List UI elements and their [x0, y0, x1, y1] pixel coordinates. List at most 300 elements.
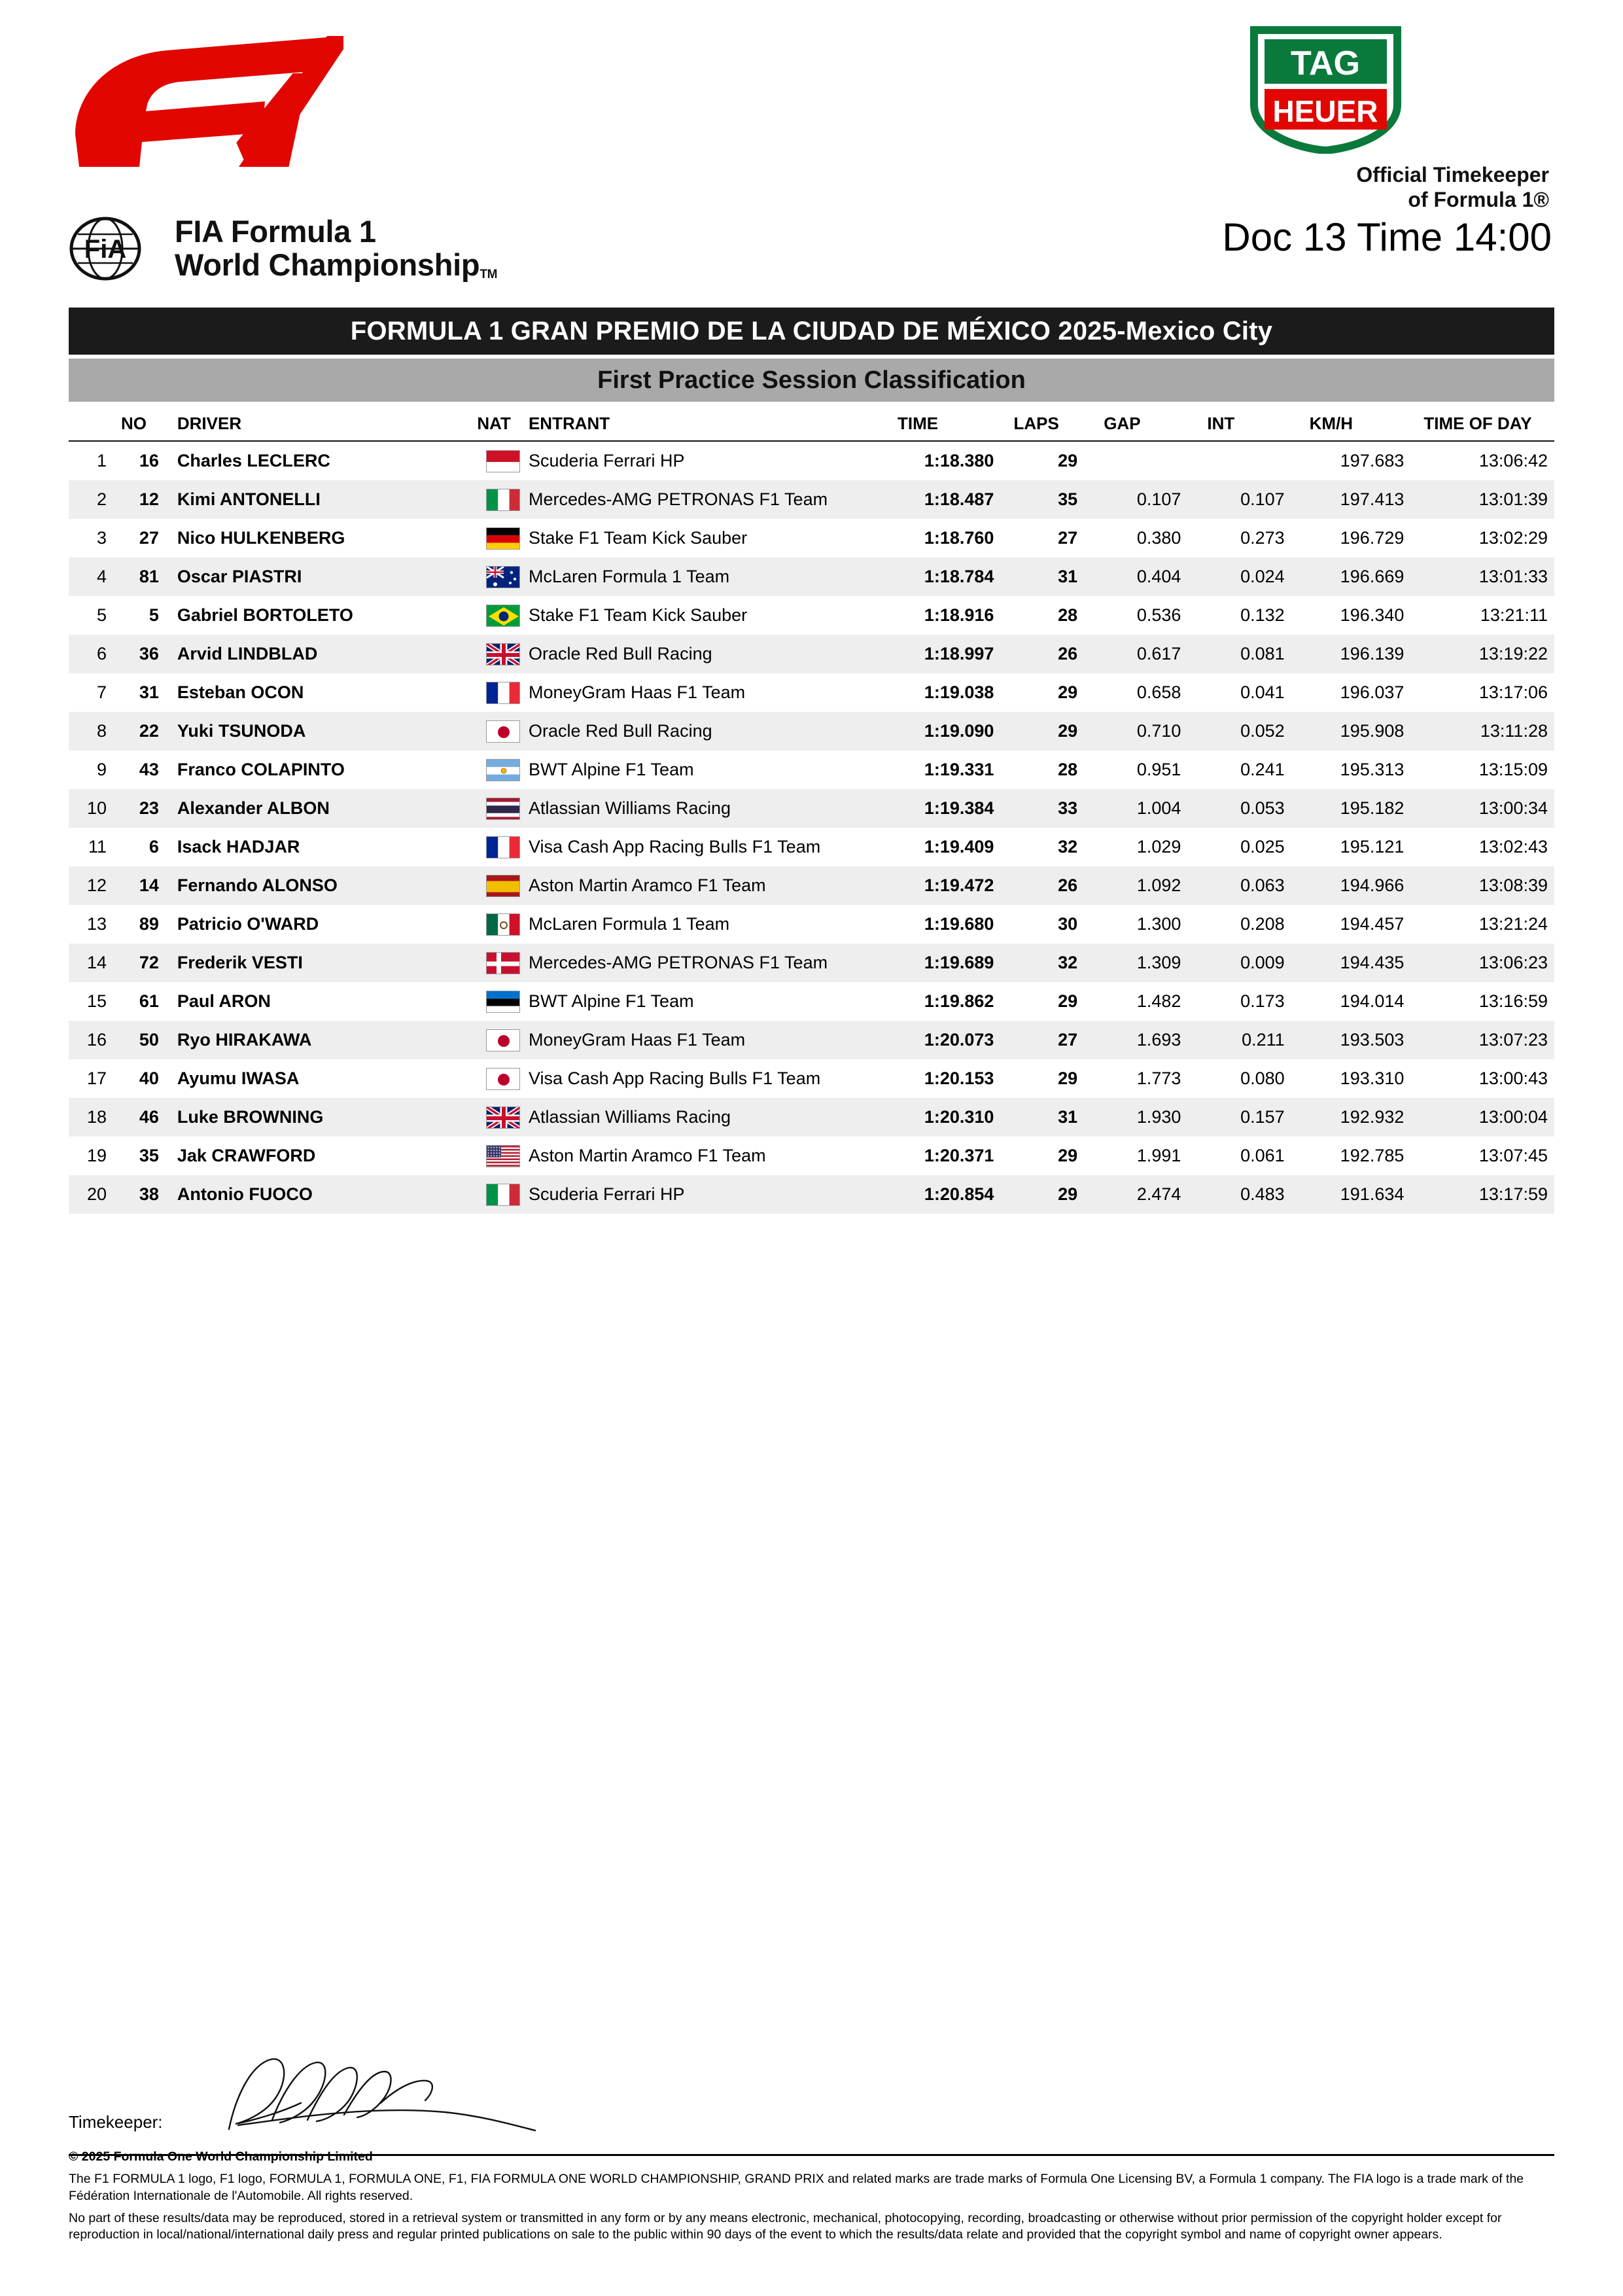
table-row: [69, 635, 1554, 673]
table-row: [69, 673, 1554, 712]
cell-car-number: 22: [121, 712, 171, 751]
cell-int: 0.107: [1207, 480, 1309, 519]
table-row: [69, 596, 1554, 635]
cell-gap: 0.404: [1104, 557, 1207, 596]
cell-position: 5: [96, 605, 107, 625]
cell-gap: 1.930: [1104, 1098, 1207, 1137]
cell-laps: 28: [1058, 605, 1078, 625]
cell-car-number: 23: [121, 789, 171, 828]
cell-car-number: 14: [121, 866, 171, 905]
cell-driver-name: Esteban OCON: [177, 682, 304, 702]
table-row: [69, 480, 1554, 519]
col-entrant: ENTRANT: [529, 414, 898, 441]
cell-nationality-flag: [477, 1098, 529, 1137]
cell-car-number: 35: [139, 1146, 159, 1165]
cell-car-number: 89: [139, 914, 159, 934]
table-row: [69, 789, 1554, 828]
flag-icon-jpn: [486, 720, 520, 743]
flag-icon-esp: [486, 875, 520, 897]
col-gap: GAP: [1104, 414, 1207, 441]
cell-entrant: Oracle Red Bull Racing: [529, 635, 898, 673]
cell-entrant: McLaren Formula 1 Team: [529, 557, 898, 596]
cell-laps: 30: [1058, 914, 1078, 934]
cell-kmh: 196.139: [1310, 635, 1424, 673]
fia-title-line2: World Championship: [175, 247, 480, 282]
cell-time: 1:19.090: [898, 712, 1013, 751]
cell-time-of-day: 13:00:34: [1423, 789, 1554, 828]
table-row: [69, 557, 1554, 596]
footer-line2: No part of these results/data may be reproduced, stored in a retrieval system or transmitted in any form or by any means electronic, mechanical, photocopying, recording, broadcasting or otherwise without prior permission of the copyright holder except for reproduction in local/national/international daily press and regular printed publications on sale to the public within 90 days of the event to which the results/data relate and provided that the copyright symbol and name of copyright owner appears.: [69, 2210, 1502, 2242]
cell-car-number: 46: [121, 1098, 171, 1137]
col-kmh: KM/H: [1310, 414, 1424, 441]
cell-driver-name: Nico HULKENBERG: [177, 528, 345, 548]
cell-laps: 35: [1013, 480, 1104, 519]
cell-gap: 0.951: [1136, 760, 1181, 779]
tag-logo-line1: TAG: [1290, 44, 1360, 82]
cell-position: 17: [86, 1069, 107, 1088]
cell-kmh: 195.182: [1310, 789, 1424, 828]
table-row: [69, 1059, 1554, 1098]
cell-position: 2: [69, 480, 121, 519]
col-number: NO: [121, 414, 171, 441]
table-row: [69, 519, 1554, 557]
flag-icon-mon: [486, 450, 520, 472]
table-row: [69, 905, 1554, 944]
cell-int: 0.173: [1240, 991, 1285, 1011]
flag-icon-ita: [486, 489, 520, 511]
cell-time: 1:18.380: [924, 451, 994, 470]
cell-gap: 2.474: [1104, 1175, 1207, 1214]
cell-car-number: 72: [121, 944, 171, 982]
event-title-bar: [69, 308, 1554, 355]
cell-time: 1:19.409: [924, 837, 994, 857]
cell-time-of-day: 13:00:04: [1423, 1098, 1554, 1137]
flag-icon-jpn: [486, 1068, 520, 1090]
session-subtitle: First Practice Session Classification: [597, 366, 1026, 394]
cell-int: 0.273: [1240, 528, 1285, 548]
table-row: [69, 712, 1554, 751]
results-table: [69, 414, 1554, 1214]
table-row: [69, 1021, 1554, 1059]
table-row: [69, 1098, 1554, 1137]
footer-legal: [69, 2149, 1554, 2249]
doc-time-line: Doc 13 Time 14:00: [1222, 215, 1552, 259]
flag-icon-arg: [486, 759, 520, 781]
cell-time: 1:19.384: [898, 789, 1013, 828]
svg-text:FiA: FiA: [84, 235, 127, 264]
cell-gap: 1.300: [1136, 914, 1181, 934]
tag-heuer-block: [1096, 26, 1554, 258]
tag-logo-line2: HEUER: [1272, 94, 1378, 128]
cell-int: 0.081: [1207, 635, 1309, 673]
col-time: TIME: [898, 414, 1013, 441]
col-position: [69, 414, 121, 441]
cell-position: 10: [69, 789, 121, 828]
cell-nationality-flag: [477, 751, 529, 789]
cell-time-of-day: 13:21:24: [1478, 914, 1548, 934]
cell-kmh: 193.310: [1340, 1069, 1405, 1088]
table-row: [69, 441, 1554, 480]
tag-heuer-logo: [1242, 26, 1409, 154]
cell-position: 20: [69, 1175, 121, 1214]
cell-gap: 1.029: [1136, 837, 1181, 857]
cell-kmh: 195.908: [1310, 712, 1424, 751]
cell-gap: 0.107: [1104, 480, 1207, 519]
cell-driver-name: Patricio O'WARD: [177, 914, 319, 934]
flag-icon-ita: [486, 1184, 520, 1206]
cell-kmh: 192.785: [1340, 1146, 1405, 1165]
cell-time-of-day: 13:15:09: [1478, 760, 1548, 779]
cell-driver-name: Ayumu IWASA: [177, 1069, 300, 1088]
table-row: [69, 866, 1554, 905]
cell-position: 9: [96, 760, 107, 779]
cell-time-of-day: 13:00:43: [1478, 1069, 1548, 1088]
cell-laps: 31: [1013, 557, 1104, 596]
cell-nationality-flag: [477, 982, 529, 1021]
cell-nationality-flag: [477, 828, 529, 866]
cell-entrant: McLaren Formula 1 Team: [528, 914, 730, 934]
cell-gap: 0.536: [1136, 605, 1181, 625]
cell-time-of-day: 13:06:23: [1423, 944, 1554, 982]
cell-entrant: Visa Cash App Racing Bulls F1 Team: [528, 837, 821, 857]
cell-nationality-flag: [477, 1137, 529, 1175]
cell-time: 1:20.073: [898, 1021, 1013, 1059]
cell-nationality-flag: [477, 480, 529, 519]
cell-driver-name: Antonio FUOCO: [171, 1175, 478, 1214]
tag-caption: [1096, 163, 1554, 213]
cell-nationality-flag: [477, 1021, 529, 1059]
cell-laps: 29: [1058, 1146, 1078, 1165]
cell-kmh: 196.037: [1340, 682, 1405, 702]
cell-laps: 33: [1013, 789, 1104, 828]
cell-int: 0.211: [1207, 1021, 1309, 1059]
cell-int: 0.053: [1207, 789, 1309, 828]
cell-entrant: Atlassian Williams Racing: [529, 789, 898, 828]
cell-car-number: 12: [121, 480, 171, 519]
footer-copyright: © 2025 Formula One World Championship Limited: [69, 2149, 373, 2164]
cell-driver-name: Alexander ALBON: [171, 789, 478, 828]
cell-entrant: Aston Martin Aramco F1 Team: [529, 866, 898, 905]
cell-kmh: 197.413: [1310, 480, 1424, 519]
cell-gap: 0.617: [1104, 635, 1207, 673]
cell-driver-name: Arvid LINDBLAD: [171, 635, 478, 673]
cell-time: 1:19.331: [924, 760, 994, 779]
cell-int: 0.063: [1207, 866, 1309, 905]
flag-icon-gbr: [486, 643, 520, 665]
table-row: [69, 982, 1554, 1021]
table-row: [69, 944, 1554, 982]
cell-entrant: Stake F1 Team Kick Sauber: [528, 528, 748, 548]
cell-car-number: 61: [139, 991, 159, 1011]
table-row: [69, 828, 1554, 866]
cell-int: 0.052: [1207, 712, 1309, 751]
cell-time-of-day: 13:01:39: [1423, 480, 1554, 519]
cell-laps: 32: [1013, 944, 1104, 982]
cell-gap: 1.991: [1136, 1146, 1181, 1165]
cell-time: 1:20.371: [924, 1146, 994, 1165]
cell-kmh: 193.503: [1310, 1021, 1424, 1059]
fia-title-line2-wrap: [175, 249, 497, 282]
cell-driver-name: Charles LECLERC: [177, 451, 330, 470]
cell-time-of-day: 13:07:45: [1478, 1146, 1548, 1165]
cell-position: 11: [88, 837, 107, 857]
cell-gap: 1.092: [1104, 866, 1207, 905]
cell-laps: 32: [1058, 837, 1078, 857]
cell-position: 6: [69, 635, 121, 673]
title-separator: -: [1117, 316, 1126, 345]
cell-int: 0.208: [1240, 914, 1285, 934]
table-row: [69, 1175, 1554, 1214]
cell-driver-name: Yuki TSUNODA: [171, 712, 478, 751]
cell-time: 1:18.487: [898, 480, 1013, 519]
cell-int: 0.025: [1240, 837, 1285, 857]
cell-int: 0.241: [1240, 760, 1285, 779]
fia-championship-mark: [69, 209, 497, 288]
cell-gap: 1.773: [1136, 1069, 1181, 1088]
cell-car-number: 38: [121, 1175, 171, 1214]
cell-driver-name: Frederik VESTI: [171, 944, 478, 982]
cell-entrant: BWT Alpine F1 Team: [528, 991, 694, 1011]
cell-laps: 29: [1013, 712, 1104, 751]
cell-position: 12: [69, 866, 121, 905]
cell-gap: 1.693: [1104, 1021, 1207, 1059]
cell-nationality-flag: [477, 1059, 529, 1098]
cell-nationality-flag: [477, 596, 529, 635]
cell-nationality-flag: [477, 557, 529, 596]
cell-entrant: Stake F1 Team Kick Sauber: [528, 605, 748, 625]
table-row: [69, 1137, 1554, 1175]
cell-car-number: 50: [121, 1021, 171, 1059]
flag-icon-bra: [486, 605, 520, 627]
cell-time: 1:19.472: [898, 866, 1013, 905]
cell-nationality-flag: [477, 712, 529, 751]
cell-nationality-flag: [477, 789, 529, 828]
table-row: [69, 751, 1554, 789]
cell-time-of-day: 13:02:29: [1478, 528, 1548, 548]
cell-position: 16: [69, 1021, 121, 1059]
flag-icon-gbr: [486, 1106, 520, 1129]
event-city: Mexico City: [1125, 316, 1273, 345]
cell-time-of-day: 13:17:06: [1478, 682, 1548, 702]
cell-int: 0.061: [1240, 1146, 1285, 1165]
cell-time-of-day: 13:21:11: [1480, 605, 1548, 625]
footer-line1: The F1 FORMULA 1 logo, F1 logo, FORMULA 1, FORMULA ONE, F1, FIA FORMULA ONE WORLD CHAMPIONSHIP, GRAND PRIX and related marks are trade marks of Formula One Licensing BV, a Formula 1 company. The FIA logo is a trade mark of the Fédération Internationale de l'Automobile. All rights reserved.: [69, 2172, 1524, 2203]
cell-time: 1:20.310: [898, 1098, 1013, 1137]
cell-entrant: Visa Cash App Racing Bulls F1 Team: [528, 1069, 821, 1088]
cell-driver-name: Paul ARON: [177, 991, 271, 1011]
cell-time-of-day: 13:07:23: [1423, 1021, 1554, 1059]
cell-car-number: 40: [139, 1069, 159, 1088]
cell-car-number: 31: [139, 682, 159, 702]
cell-driver-name: Gabriel BORTOLETO: [177, 605, 353, 625]
cell-gap: [1104, 441, 1207, 480]
fia-logo-icon: [69, 209, 160, 288]
cell-entrant: Oracle Red Bull Racing: [529, 712, 898, 751]
cell-int: [1207, 441, 1309, 480]
cell-laps: 26: [1013, 866, 1104, 905]
cell-entrant: Mercedes-AMG PETRONAS F1 Team: [529, 480, 898, 519]
session-subtitle-bar: [69, 359, 1554, 402]
cell-kmh: 196.729: [1340, 528, 1405, 548]
cell-car-number: 6: [148, 837, 159, 857]
cell-kmh: 196.669: [1310, 557, 1424, 596]
cell-nationality-flag: [477, 441, 529, 480]
document-header: [69, 0, 1554, 308]
col-nationality: NAT: [477, 414, 529, 441]
cell-int: 0.132: [1240, 605, 1285, 625]
cell-car-number: 5: [148, 605, 159, 625]
cell-laps: 29: [1013, 1175, 1104, 1214]
cell-gap: 0.710: [1104, 712, 1207, 751]
cell-time: 1:20.153: [924, 1069, 994, 1088]
cell-time: 1:18.760: [924, 528, 994, 548]
cell-time: 1:18.784: [898, 557, 1013, 596]
col-laps: LAPS: [1013, 414, 1104, 441]
cell-position: 13: [86, 914, 107, 934]
cell-gap: 1.309: [1104, 944, 1207, 982]
cell-position: 4: [69, 557, 121, 596]
results-table-body: [69, 441, 1554, 1214]
cell-gap: 0.380: [1136, 528, 1181, 548]
cell-driver-name: Fernando ALONSO: [171, 866, 478, 905]
cell-laps: 27: [1058, 528, 1078, 548]
cell-time-of-day: 13:17:59: [1423, 1175, 1554, 1214]
cell-gap: 0.658: [1136, 682, 1181, 702]
cell-time-of-day: 13:06:42: [1478, 451, 1548, 470]
cell-position: 8: [69, 712, 121, 751]
cell-nationality-flag: [477, 673, 529, 712]
tag-caption-line1: Official Timekeeper: [1356, 163, 1549, 186]
table-header-row: [69, 414, 1554, 441]
cell-position: 18: [69, 1098, 121, 1137]
event-title: FORMULA 1 GRAN PREMIO DE LA CIUDAD DE MÉXICO 2025: [350, 316, 1117, 345]
cell-driver-name: Kimi ANTONELLI: [171, 480, 478, 519]
cell-entrant: Aston Martin Aramco F1 Team: [528, 1146, 766, 1165]
cell-kmh: 194.014: [1340, 991, 1405, 1011]
cell-entrant: Atlassian Williams Racing: [529, 1098, 898, 1137]
cell-time: 1:19.862: [924, 991, 994, 1011]
cell-time-of-day: 13:08:39: [1423, 866, 1554, 905]
cell-car-number: 16: [139, 451, 159, 470]
cell-laps: 28: [1058, 760, 1078, 779]
cell-laps: 26: [1013, 635, 1104, 673]
cell-kmh: 194.966: [1310, 866, 1424, 905]
flag-icon-jpn: [486, 1029, 520, 1051]
flag-icon-fra: [486, 682, 520, 704]
cell-driver-name: Luke BROWNING: [171, 1098, 478, 1137]
cell-position: 15: [86, 991, 107, 1011]
cell-kmh: 192.932: [1310, 1098, 1424, 1137]
cell-entrant: Mercedes-AMG PETRONAS F1 Team: [529, 944, 898, 982]
cell-int: 0.009: [1207, 944, 1309, 982]
timekeeper-label: Timekeeper:: [69, 2112, 163, 2132]
cell-driver-name: Isack HADJAR: [177, 837, 300, 857]
cell-laps: 29: [1058, 1069, 1078, 1088]
cell-driver-name: Ryo HIRAKAWA: [171, 1021, 478, 1059]
cell-entrant: Scuderia Ferrari HP: [528, 451, 685, 470]
timekeeper-signature: [209, 2052, 550, 2147]
cell-driver-name: Franco COLAPINTO: [177, 760, 345, 779]
cell-time: 1:18.997: [898, 635, 1013, 673]
cell-time-of-day: 13:02:43: [1478, 837, 1548, 857]
cell-position: 3: [96, 528, 107, 548]
cell-time: 1:20.854: [898, 1175, 1013, 1214]
cell-laps: 31: [1013, 1098, 1104, 1137]
cell-nationality-flag: [477, 1175, 529, 1214]
flag-icon-est: [486, 991, 520, 1013]
signature-area: [69, 2049, 657, 2147]
cell-car-number: 36: [121, 635, 171, 673]
cell-position: 14: [69, 944, 121, 982]
cell-time: 1:18.916: [924, 605, 994, 625]
cell-time: 1:19.689: [898, 944, 1013, 982]
cell-driver-name: Oscar PIASTRI: [171, 557, 478, 596]
cell-laps: 29: [1058, 682, 1078, 702]
col-time-of-day: TIME OF DAY: [1423, 414, 1554, 441]
fia-title: [175, 215, 497, 282]
cell-nationality-flag: [477, 905, 529, 944]
flag-icon-fra: [486, 836, 520, 858]
results-table-head: [69, 414, 1554, 441]
cell-position: 19: [86, 1146, 107, 1165]
flag-icon-ger: [486, 527, 520, 550]
fia-title-line1: FIA Formula 1: [175, 214, 376, 249]
cell-car-number: 81: [121, 557, 171, 596]
cell-kmh: 195.121: [1340, 837, 1405, 857]
cell-kmh: 197.683: [1340, 451, 1405, 470]
cell-nationality-flag: [477, 866, 529, 905]
cell-kmh: 194.457: [1340, 914, 1405, 934]
flag-icon-usa: [486, 1145, 520, 1167]
f1-logo: [69, 36, 343, 173]
cell-gap: 1.004: [1104, 789, 1207, 828]
cell-time: 1:19.680: [924, 914, 994, 934]
cell-time-of-day: 13:11:28: [1423, 712, 1554, 751]
cell-laps: 29: [1058, 991, 1078, 1011]
cell-nationality-flag: [477, 635, 529, 673]
flag-icon-tha: [486, 798, 520, 820]
cell-entrant: MoneyGram Haas F1 Team: [528, 682, 746, 702]
cell-position: 1: [96, 451, 107, 470]
cell-time-of-day: 13:16:59: [1478, 991, 1548, 1011]
cell-entrant: MoneyGram Haas F1 Team: [529, 1021, 898, 1059]
cell-int: 0.024: [1207, 557, 1309, 596]
cell-kmh: 191.634: [1310, 1175, 1424, 1214]
cell-int: 0.483: [1207, 1175, 1309, 1214]
fia-trademark: TM: [480, 268, 498, 282]
cell-int: 0.080: [1240, 1069, 1285, 1088]
cell-car-number: 27: [139, 528, 159, 548]
cell-kmh: 196.340: [1340, 605, 1405, 625]
cell-kmh: 194.435: [1310, 944, 1424, 982]
cell-nationality-flag: [477, 944, 529, 982]
cell-car-number: 43: [139, 760, 159, 779]
flag-icon-den: [486, 952, 520, 974]
cell-laps: 29: [1058, 451, 1078, 470]
cell-kmh: 195.313: [1340, 760, 1405, 779]
cell-gap: 1.482: [1136, 991, 1181, 1011]
cell-laps: 27: [1013, 1021, 1104, 1059]
cell-nationality-flag: [477, 519, 529, 557]
cell-time-of-day: 13:19:22: [1423, 635, 1554, 673]
flag-icon-mex: [486, 913, 520, 936]
cell-position: 7: [96, 682, 107, 702]
col-driver: DRIVER: [171, 414, 478, 441]
cell-int: 0.157: [1207, 1098, 1309, 1137]
cell-entrant: Scuderia Ferrari HP: [529, 1175, 898, 1214]
tag-caption-line2: of Formula 1®: [1408, 187, 1549, 211]
cell-driver-name: Jak CRAWFORD: [177, 1146, 316, 1165]
